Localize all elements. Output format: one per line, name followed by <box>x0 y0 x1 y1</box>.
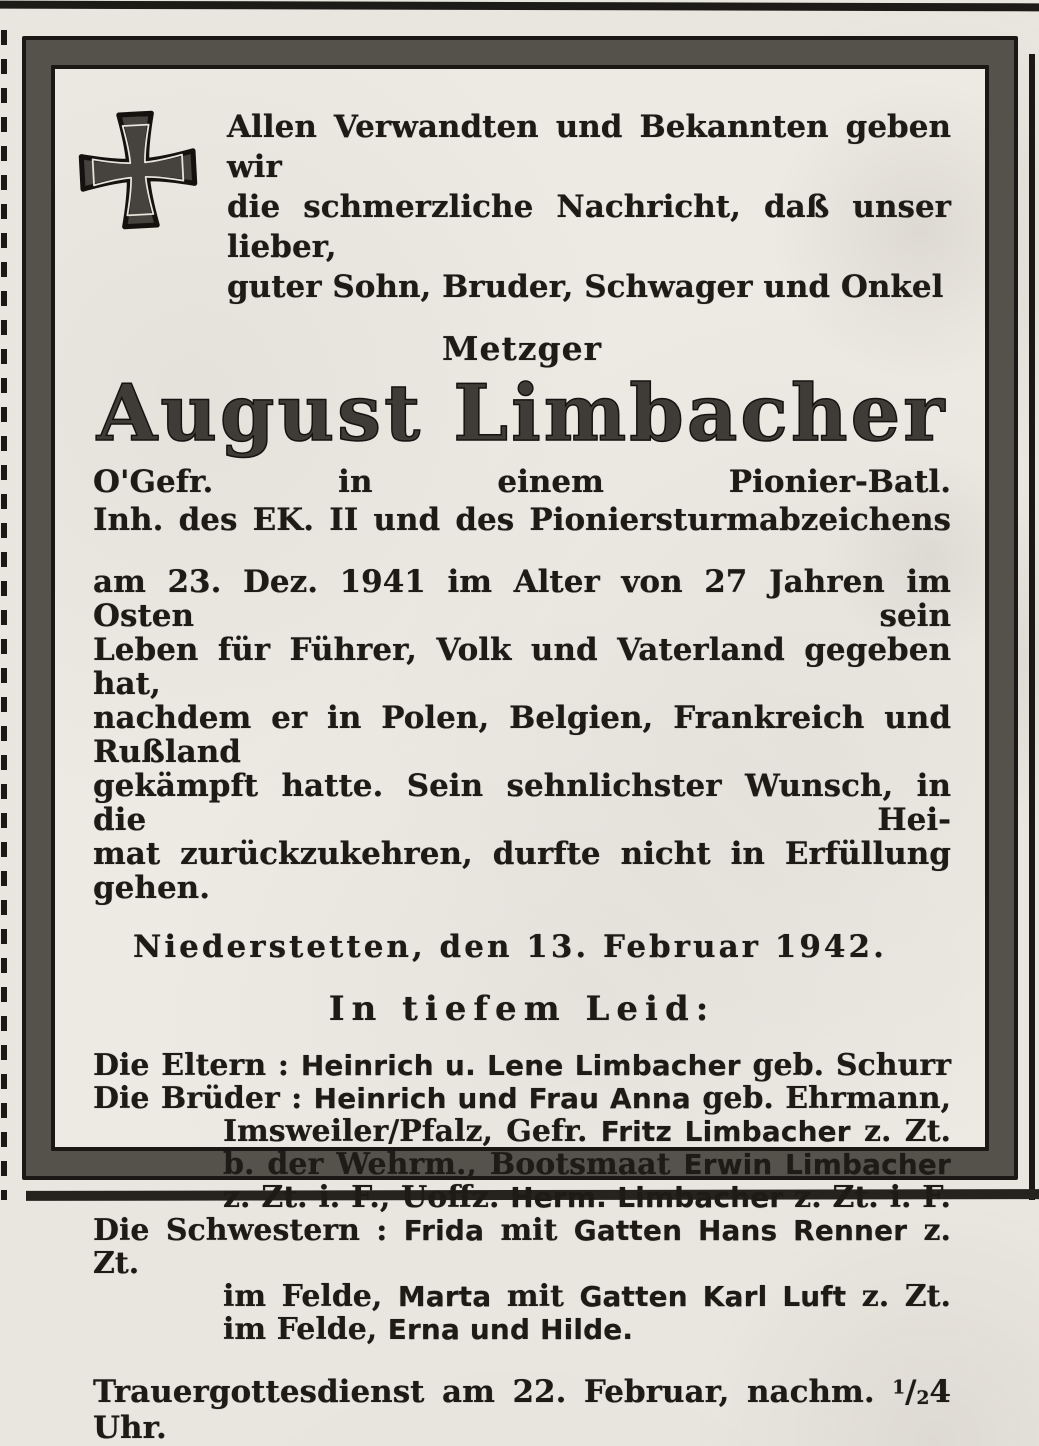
memorial-service-line <box>93 1374 951 1446</box>
half-fraction: $^1/_2$ <box>892 1374 930 1410</box>
obituary-paragraph <box>93 565 951 905</box>
family-list <box>93 1049 951 1346</box>
obituary-notice-frame <box>22 36 1018 1446</box>
text-line: guter Sohn, Bruder, Schwager und Onkel <box>227 269 944 305</box>
mourning-header: In tiefem Leid: <box>328 989 716 1029</box>
family-role-text: z. Zt. i. F., Uoffz. <box>223 1180 511 1215</box>
text-line: am 23. Dez. 1941 im Alter von 27 Jahren im Osten sein <box>93 564 951 634</box>
family-role-text: b. der Wehrm., Bootsmaat <box>223 1147 684 1182</box>
family-role-text: Die Schwestern : <box>93 1213 404 1248</box>
text-line: Inh. des EK. II und des Pioniersturmabzeichens <box>93 502 951 538</box>
family-role-text: z. Zt. i. F. <box>783 1180 951 1215</box>
family-role-text: Die Brüder : <box>93 1081 314 1116</box>
family-role-text: geb. Ehrmann, <box>690 1081 952 1116</box>
family-line <box>93 1313 951 1346</box>
family-name-text: Heinrich u. Lene Limbacher <box>300 1049 741 1082</box>
intro-text <box>227 107 951 307</box>
intro-section <box>77 105 951 307</box>
family-role-text: z. Zt. <box>846 1279 951 1314</box>
family-name-text: Marta <box>397 1280 492 1313</box>
family-role-text: geb. Schurr <box>740 1048 952 1083</box>
family-line <box>93 1049 951 1082</box>
family-line <box>93 1148 951 1181</box>
place-and-date-line: Niederstetten, den 13. Februar 1942. <box>133 929 887 965</box>
obituary-notice-body <box>51 65 989 1446</box>
top-column-rule <box>0 1 1039 12</box>
family-line <box>93 1214 951 1280</box>
text-line: die schmerzliche Nachricht, daß unser lieber, <box>227 189 951 265</box>
text-line: mat zurückzukehren, durfte nicht in Erfüllung gehen. <box>93 836 951 906</box>
family-name-text: Heinrich und Frau Anna <box>313 1082 691 1115</box>
right-column-rule <box>1029 54 1035 1200</box>
family-name-text: Erwin Limbacher <box>683 1148 951 1181</box>
family-role-text: im Felde, <box>223 1279 398 1314</box>
left-column-rule <box>1 30 7 1200</box>
text-line: gekämpft hatte. Sein sehnlichster Wunsch, in die Hei- <box>93 768 951 838</box>
family-role-text: Imsweiler/Pfalz, Gefr. <box>223 1114 601 1149</box>
family-role-text: Die Eltern : <box>93 1048 301 1083</box>
family-name-text: Fritz Limbacher <box>600 1115 851 1148</box>
family-name-text: Gatten Karl Luft <box>579 1280 847 1313</box>
deceased-name: August Limbacher <box>96 368 948 459</box>
family-role-text: mit <box>484 1213 574 1248</box>
family-line <box>93 1181 951 1214</box>
family-role-text: mit <box>491 1279 580 1314</box>
family-name-text: Erna und Hilde. <box>387 1313 634 1346</box>
family-name-text: Gatten Hans Renner <box>573 1214 908 1247</box>
family-name-text: Frida <box>403 1214 485 1247</box>
rank-and-decorations <box>93 463 951 539</box>
iron-cross-icon <box>77 107 199 233</box>
family-role-text: im Felde, <box>223 1312 388 1347</box>
text-line: O'Gefr. in einem Pionier-Batl. <box>93 464 951 500</box>
service-text: Trauergottesdienst am 22. Februar, nachm. <box>93 1374 893 1410</box>
profession-label: Metzger <box>442 329 602 368</box>
text-line: nachdem er in Polen, Belgien, Frankreich und Rußland <box>93 700 951 770</box>
family-name-text: Herm. Limbacher <box>510 1181 784 1214</box>
family-role-text: z. Zt. <box>93 1213 951 1281</box>
service-time: 4 Uhr. <box>93 1374 951 1446</box>
family-line <box>93 1280 951 1313</box>
family-role-text: z. Zt. <box>850 1114 951 1149</box>
family-line <box>93 1115 951 1148</box>
text-line: Leben für Führer, Volk und Vaterland gegeben hat, <box>93 632 951 702</box>
family-line <box>93 1082 951 1115</box>
text-line: Allen Verwandten und Bekannten geben wir <box>227 109 951 185</box>
